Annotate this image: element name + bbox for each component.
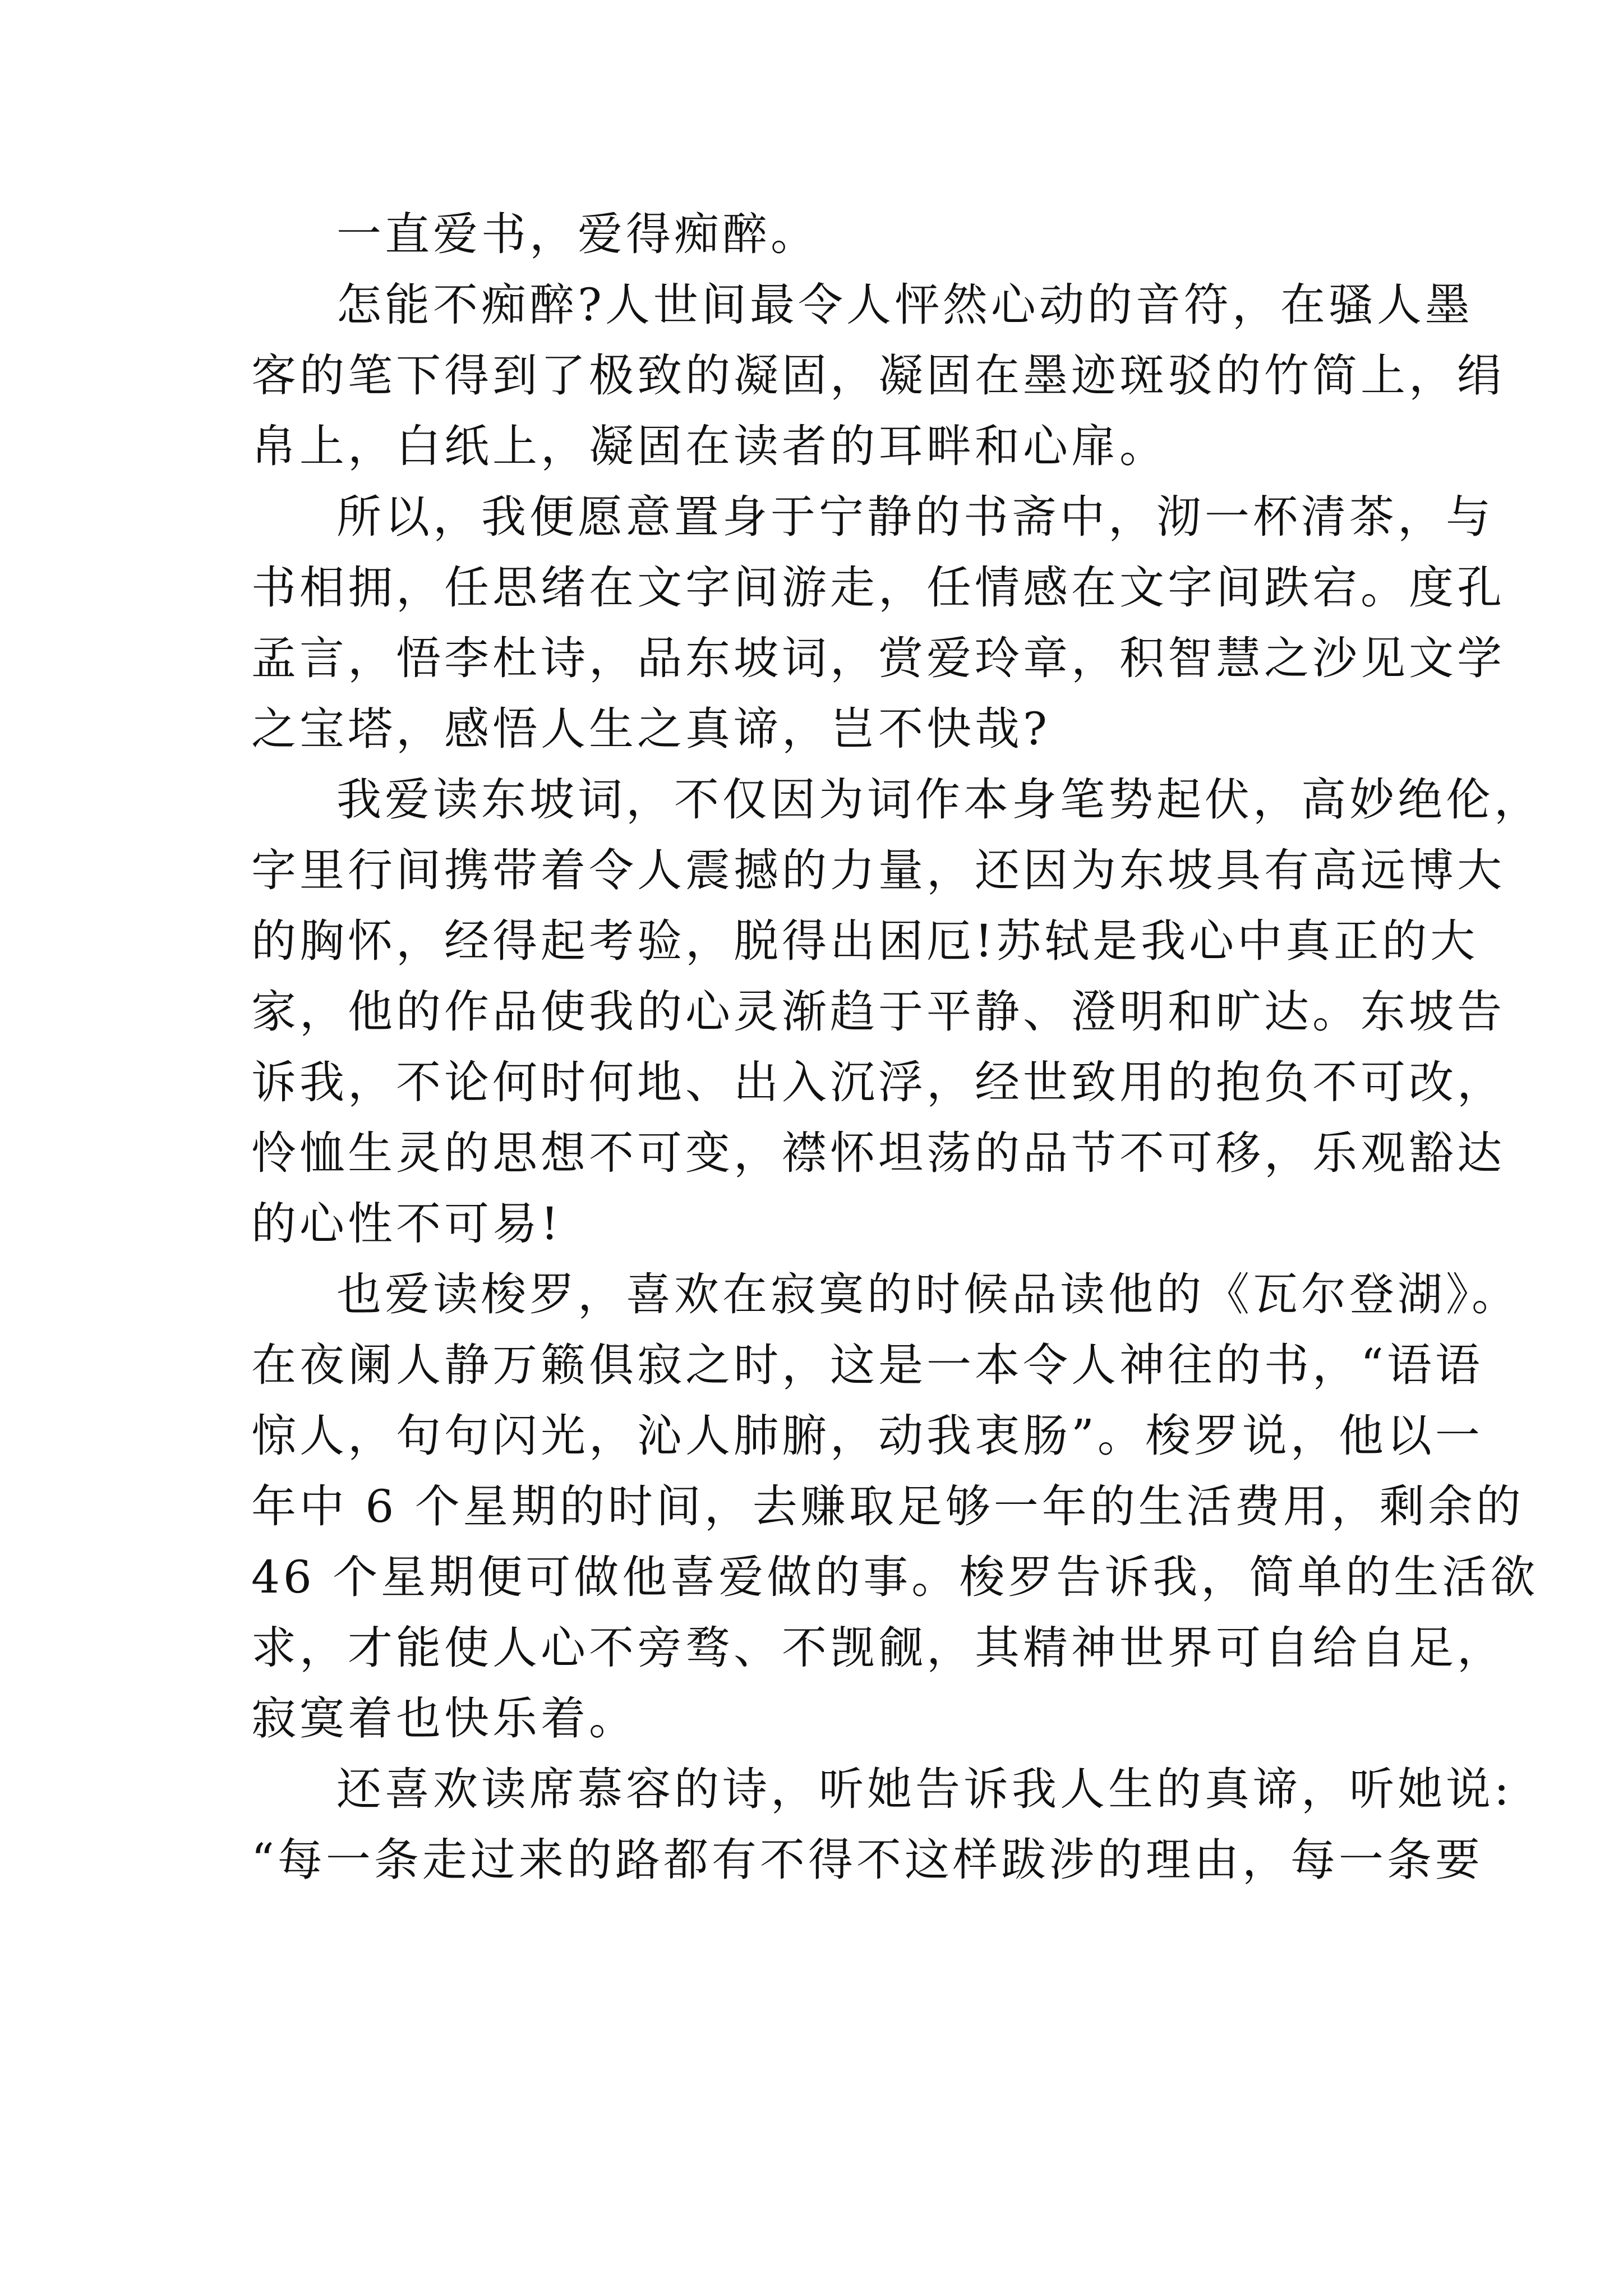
text-line: “每一条走过来的路都有不得不这样跋涉的理由，每一条要 — [251, 1834, 1483, 1886]
text-line: 年中 6 个星期的时间，去赚取足够一年的生活费用，剩余的 — [251, 1480, 1524, 1533]
text-line: 我爱读东坡词，不仅因为词作本身笔势起伏，高妙绝伦， — [336, 774, 1542, 826]
text-line: 在夜阑人静万籁俱寂之时，这是一本令人神往的书，“语语 — [251, 1339, 1483, 1391]
text-line: 46 个星期便可做他喜爱做的事。梭罗告诉我，简单的生活欲 — [251, 1551, 1539, 1603]
paragraph-4 — [251, 765, 1542, 1259]
text-line: 还喜欢读席慕容的诗，听她告诉我人生的真谛，听她说: — [336, 1763, 1513, 1815]
essay-body — [251, 199, 1542, 1895]
text-line: 求，才能使人心不旁骛、不觊觎，其精神世界可自给自足， — [251, 1622, 1505, 1674]
text-line: 怎能不痴醉?人世间最令人怦然心动的音符，在骚人墨 — [336, 279, 1473, 331]
text-line: 诉我，不论何时何地、出入沉浮，经世致用的抱负不可改， — [251, 1056, 1505, 1108]
text-line: 帛上，白纸上，凝固在读者的耳畔和心扉。 — [251, 420, 1168, 472]
text-line: 所以，我便愿意置身于宁静的书斋中，沏一杯清茶，与 — [336, 491, 1494, 543]
text-line: 书相拥，任思绪在文字间游走，任情感在文字间跌宕。度孔 — [251, 562, 1505, 614]
text-line: 怜恤生灵的思想不可变，襟怀坦荡的品节不可移，乐观豁达 — [251, 1127, 1505, 1179]
text-line: 寂寞着也快乐着。 — [251, 1692, 637, 1745]
paragraph-3 — [251, 482, 1505, 765]
text-line: 孟言，悟李杜诗，品东坡词，赏爱玲章，积智慧之沙见文学 — [251, 632, 1505, 684]
paragraph-2 — [251, 270, 1505, 482]
text-line: 的心性不可易! — [251, 1198, 562, 1250]
text-line: 惊人，句句闪光，沁人肺腑，动我衷肠”。梭罗说，他以一 — [251, 1410, 1483, 1462]
text-line: 客的笔下得到了极致的凝固，凝固在墨迹斑驳的竹简上，绢 — [251, 349, 1505, 402]
paragraph-1 — [251, 199, 1373, 270]
text-line: 之宝塔，感悟人生之真谛，岂不快哉? — [251, 703, 1050, 755]
text-line: 家，他的作品使我的心灵渐趋于平静、澄明和旷达。东坡告 — [251, 986, 1505, 1038]
text-line: 也爱读梭罗，喜欢在寂寞的时候品读他的《瓦尔登湖》。 — [336, 1268, 1520, 1320]
paragraph-5 — [251, 1259, 1539, 1754]
text-line: 一直爱书，爱得痴醉。 — [336, 208, 819, 260]
paragraph-6 — [251, 1754, 1513, 1895]
text-line: 的胸怀，经得起考验，脱得出困厄!苏轼是我心中真正的大 — [251, 915, 1479, 967]
text-line: 字里行间携带着令人震撼的力量，还因为东坡具有高远博大 — [251, 844, 1505, 896]
